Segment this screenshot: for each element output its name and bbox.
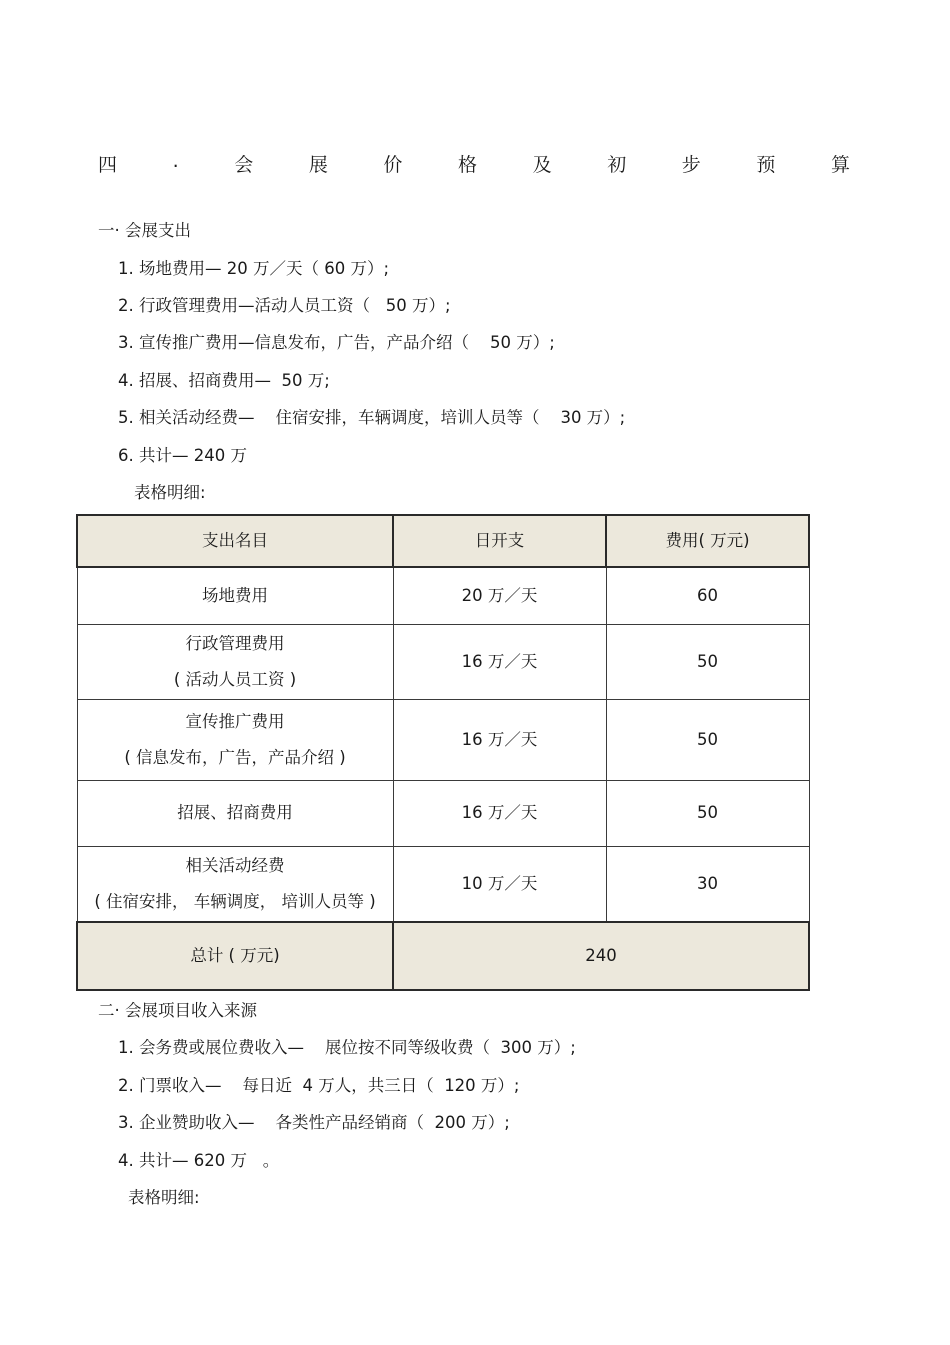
income-total: 4. 共计— 620 万 。 bbox=[118, 1151, 280, 1170]
expense-name: 行政管理费用 bbox=[185, 633, 285, 653]
income-item: 3. 企业赞助收入— 各类性产品经销商（ 200 万）; bbox=[118, 1113, 510, 1132]
expense-detail: ( 住宿安排， 车辆调度， 培训人员等 ) bbox=[94, 891, 376, 911]
expense-name: 相关活动经费 bbox=[185, 855, 285, 875]
daily-cell: 10 万／天 bbox=[393, 846, 606, 922]
expense-item: 1. 场地费用— 20 万／天（ 60 万）; bbox=[118, 259, 390, 278]
title-char: 会 bbox=[234, 154, 254, 176]
expense-name-cell bbox=[77, 624, 393, 699]
table-row bbox=[77, 846, 809, 922]
expense-item: 3. 宣传推广费用—信息发布，广告，产品介绍（ 50 万）; bbox=[118, 333, 555, 352]
cost-cell: 50 bbox=[606, 699, 809, 780]
expense-detail: ( 信息发布，广告，产品介绍 ) bbox=[124, 747, 346, 767]
table-label: 表格明细: bbox=[134, 483, 206, 502]
title-char: 四 bbox=[98, 154, 118, 176]
header-cell: 支出名目 bbox=[77, 515, 393, 567]
expense-total: 6. 共计— 240 万 bbox=[118, 446, 247, 465]
cost-cell: 60 bbox=[606, 567, 809, 624]
expenses-heading: 一· 会展支出 bbox=[98, 221, 191, 240]
table-row bbox=[77, 567, 809, 624]
expense-item: 4. 招展、招商费用— 50 万; bbox=[118, 371, 330, 390]
title-char: 及 bbox=[532, 154, 552, 176]
header-cell: 日开支 bbox=[393, 515, 606, 567]
title-char: 初 bbox=[607, 154, 627, 176]
expense-name-cell bbox=[77, 699, 393, 780]
cost-cell: 30 bbox=[606, 846, 809, 922]
total-label-cell: 总计 ( 万元) bbox=[77, 922, 393, 990]
table-row bbox=[77, 624, 809, 699]
table-row bbox=[77, 699, 809, 780]
page-title bbox=[98, 150, 850, 177]
daily-cell: 20 万／天 bbox=[393, 567, 606, 624]
expense-detail: ( 活动人员工资 ) bbox=[173, 669, 297, 689]
header-cell: 费用( 万元) bbox=[606, 515, 809, 567]
table-label: 表格明细: bbox=[128, 1188, 200, 1207]
title-char: 算 bbox=[830, 154, 850, 176]
expense-name: 场地费用 bbox=[202, 585, 268, 605]
expense-name: 宣传推广费用 bbox=[185, 711, 285, 731]
expense-name-cell bbox=[77, 846, 393, 922]
expense-name-cell bbox=[77, 567, 393, 624]
cost-cell: 50 bbox=[606, 624, 809, 699]
income-item: 2. 门票收入— 每日近 4 万人，共三日（ 120 万）; bbox=[118, 1076, 520, 1095]
title-char: 格 bbox=[458, 154, 478, 176]
daily-cell: 16 万／天 bbox=[393, 624, 606, 699]
cost-cell: 50 bbox=[606, 780, 809, 846]
table-header-row bbox=[77, 515, 809, 567]
title-char: 步 bbox=[681, 154, 701, 176]
expense-name-cell bbox=[77, 780, 393, 846]
total-value-cell: 240 bbox=[393, 922, 809, 990]
daily-cell: 16 万／天 bbox=[393, 699, 606, 780]
daily-cell: 16 万／天 bbox=[393, 780, 606, 846]
expense-item: 2. 行政管理费用—活动人员工资（ 50 万）; bbox=[118, 296, 451, 315]
table-row bbox=[77, 780, 809, 846]
title-char: . bbox=[172, 150, 179, 172]
title-char: 预 bbox=[756, 154, 776, 176]
income-heading: 二· 会展项目收入来源 bbox=[98, 1001, 257, 1020]
title-char: 价 bbox=[383, 154, 403, 176]
expense-table bbox=[76, 514, 810, 991]
title-char: 展 bbox=[308, 154, 328, 176]
income-item: 1. 会务费或展位费收入— 展位按不同等级收费（ 300 万）; bbox=[118, 1038, 576, 1057]
table-total-row bbox=[77, 922, 809, 990]
expense-item: 5. 相关活动经费— 住宿安排，车辆调度，培训人员等（ 30 万）; bbox=[118, 408, 626, 427]
expense-name: 招展、招商费用 bbox=[177, 803, 293, 822]
